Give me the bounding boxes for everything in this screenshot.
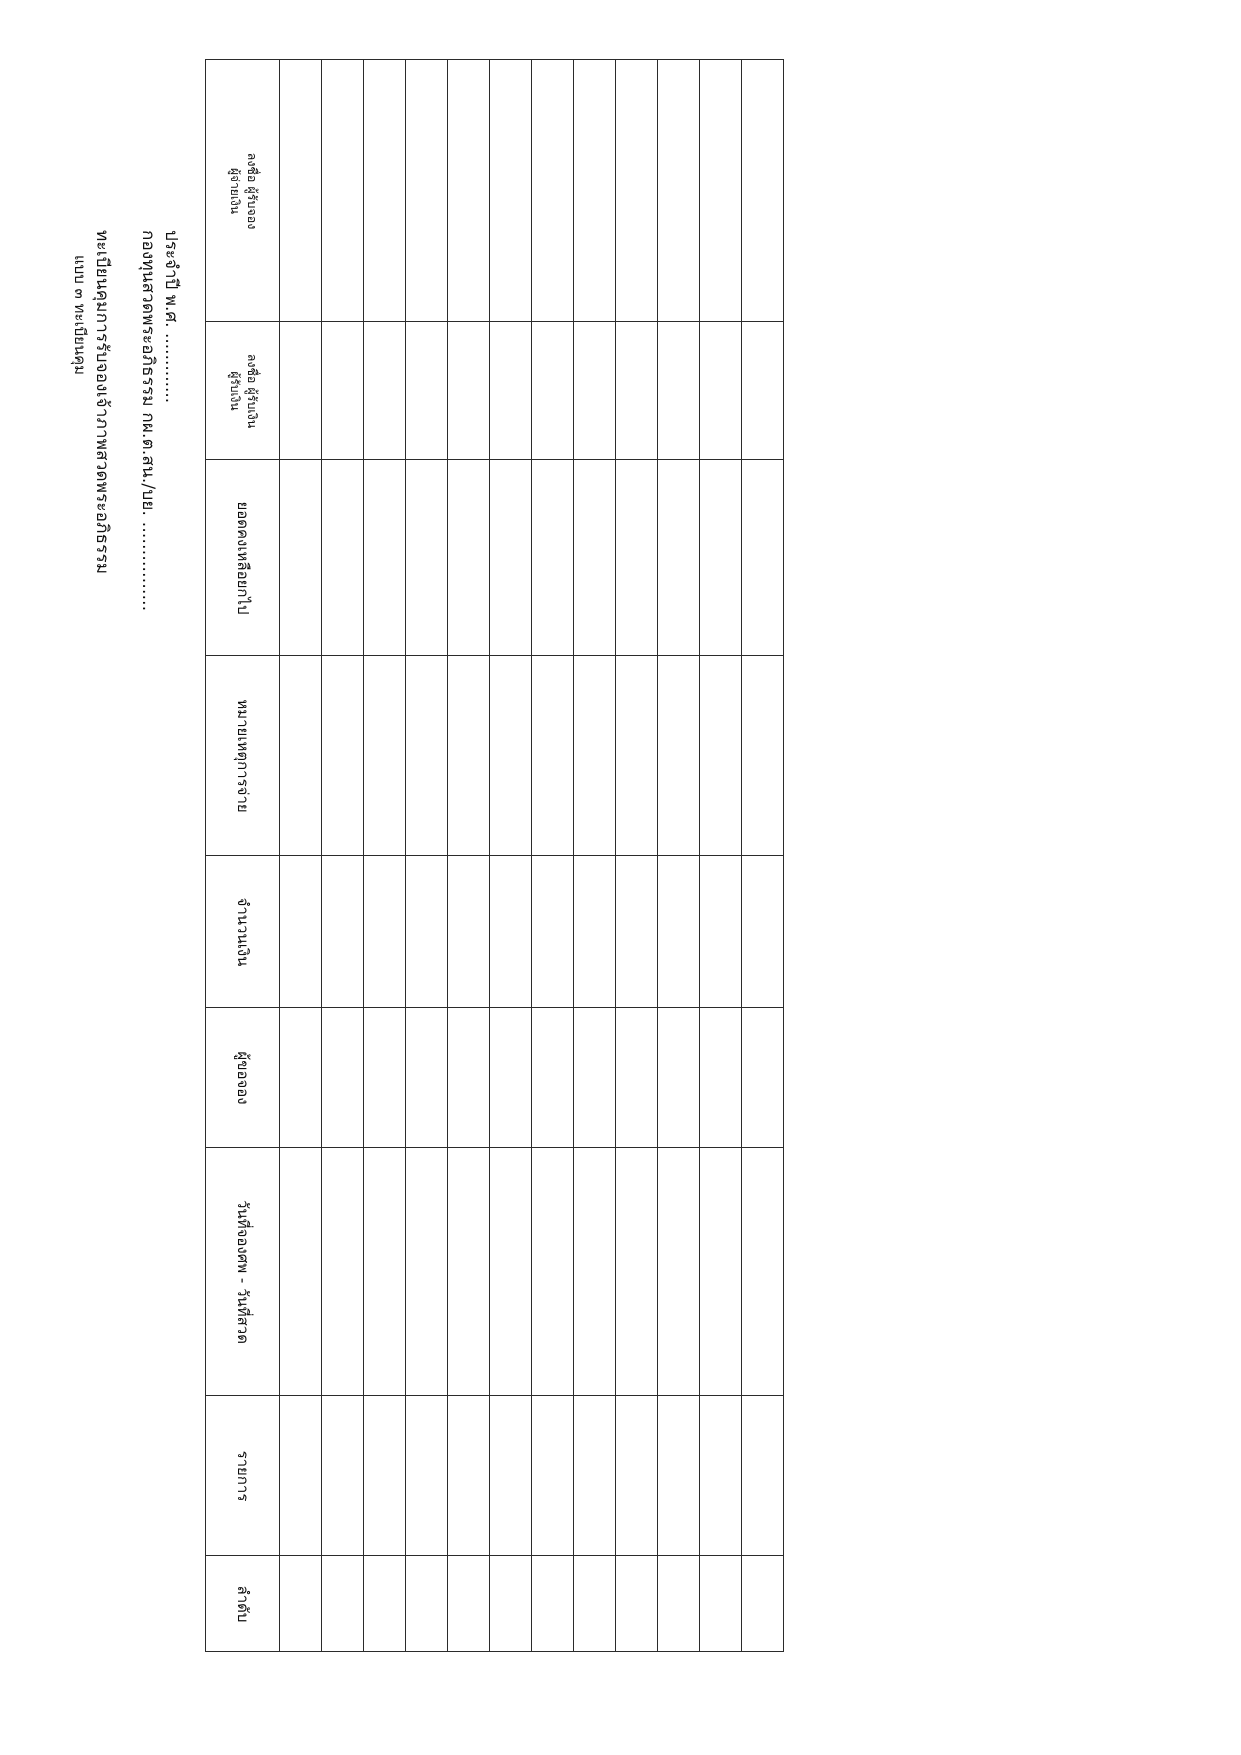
data-cell[interactable] xyxy=(700,656,742,856)
data-cell[interactable] xyxy=(490,460,532,656)
table-row xyxy=(206,322,784,460)
registry-table xyxy=(205,59,784,1652)
column-header-cell xyxy=(206,60,280,322)
data-cell[interactable] xyxy=(742,656,784,856)
data-cell[interactable] xyxy=(700,460,742,656)
data-cell[interactable] xyxy=(490,1148,532,1396)
data-cell[interactable] xyxy=(532,1008,574,1148)
data-cell[interactable] xyxy=(700,1148,742,1396)
data-cell[interactable] xyxy=(280,856,322,1008)
column-header-cell xyxy=(206,656,280,856)
column-header-cell xyxy=(206,322,280,460)
column-header-cell xyxy=(206,1396,280,1556)
table-row xyxy=(206,1008,784,1148)
data-cell[interactable] xyxy=(490,322,532,460)
data-cell[interactable] xyxy=(280,1556,322,1652)
data-cell[interactable] xyxy=(616,656,658,856)
data-cell[interactable] xyxy=(448,656,490,856)
data-cell[interactable] xyxy=(364,1148,406,1396)
document-title-line-2: กองทุนสวดพระอภิธรรม กผ.ต.สน./บย. ................ xyxy=(138,230,158,612)
column-header-label: จำนวนเงิน xyxy=(233,897,252,966)
data-cell[interactable] xyxy=(280,656,322,856)
data-cell[interactable] xyxy=(490,60,532,322)
data-cell[interactable] xyxy=(616,460,658,656)
column-header-label: วันที่จองศพ - วันที่สวด xyxy=(233,1199,252,1344)
column-header-label: ผู้ขอจอง xyxy=(233,1050,252,1105)
data-cell[interactable] xyxy=(658,322,700,460)
column-header-cell xyxy=(206,1556,280,1652)
column-header-label: รายการ xyxy=(233,1450,252,1501)
data-cell[interactable] xyxy=(490,1396,532,1556)
document-title-line-1: ทะเบียนคุมการรับจองเจ้าภาพสวดพระอภิธรรม xyxy=(92,230,112,575)
data-cell[interactable] xyxy=(574,1396,616,1556)
data-cell[interactable] xyxy=(490,856,532,1008)
data-cell[interactable] xyxy=(742,460,784,656)
column-header-sublabel: ผู้รับเงิน xyxy=(227,370,242,411)
data-cell[interactable] xyxy=(364,60,406,322)
data-cell[interactable] xyxy=(448,1396,490,1556)
data-cell[interactable] xyxy=(364,322,406,460)
data-cell[interactable] xyxy=(574,1008,616,1148)
column-header-label: ลงชื่อ ผู้รับเงิน ผู้รับเงิน xyxy=(225,322,261,460)
data-cell[interactable] xyxy=(322,1148,364,1396)
data-cell[interactable] xyxy=(658,60,700,322)
data-cell[interactable] xyxy=(658,656,700,856)
data-cell[interactable] xyxy=(280,1396,322,1556)
data-cell[interactable] xyxy=(448,460,490,656)
data-cell[interactable] xyxy=(532,1556,574,1652)
table-row xyxy=(206,1148,784,1396)
data-cell[interactable] xyxy=(700,1008,742,1148)
data-cell[interactable] xyxy=(364,460,406,656)
data-cell[interactable] xyxy=(448,1148,490,1396)
data-cell[interactable] xyxy=(406,1396,448,1556)
data-cell[interactable] xyxy=(490,1556,532,1652)
data-cell[interactable] xyxy=(532,1148,574,1396)
data-cell[interactable] xyxy=(658,1556,700,1652)
table-row xyxy=(206,460,784,656)
column-header-label: ลำดับ xyxy=(233,1585,252,1622)
column-header-cell xyxy=(206,1008,280,1148)
data-cell[interactable] xyxy=(742,322,784,460)
data-cell[interactable] xyxy=(700,856,742,1008)
data-cell[interactable] xyxy=(322,656,364,856)
data-cell[interactable] xyxy=(406,1008,448,1148)
column-header-cell xyxy=(206,1148,280,1396)
data-cell[interactable] xyxy=(742,1556,784,1652)
document-subtitle: ประจำปี พ.ศ. ............. xyxy=(161,230,181,404)
data-cell[interactable] xyxy=(364,856,406,1008)
data-cell[interactable] xyxy=(532,60,574,322)
data-cell[interactable] xyxy=(700,1556,742,1652)
data-cell[interactable] xyxy=(532,322,574,460)
data-cell[interactable] xyxy=(280,1008,322,1148)
data-cell[interactable] xyxy=(364,1556,406,1652)
data-cell[interactable] xyxy=(406,656,448,856)
data-cell[interactable] xyxy=(490,1008,532,1148)
data-cell[interactable] xyxy=(742,60,784,322)
data-cell[interactable] xyxy=(574,460,616,656)
data-cell[interactable] xyxy=(532,460,574,656)
data-cell[interactable] xyxy=(742,1396,784,1556)
data-cell[interactable] xyxy=(616,1148,658,1396)
data-cell[interactable] xyxy=(574,656,616,856)
data-cell[interactable] xyxy=(406,1556,448,1652)
data-cell[interactable] xyxy=(574,1148,616,1396)
table-row xyxy=(206,656,784,856)
data-cell[interactable] xyxy=(532,1396,574,1556)
data-cell[interactable] xyxy=(322,60,364,322)
data-cell[interactable] xyxy=(616,60,658,322)
data-cell[interactable] xyxy=(280,322,322,460)
data-cell[interactable] xyxy=(322,856,364,1008)
column-header-label: หมายเหตุการจ่าย xyxy=(233,698,252,813)
column-header-sublabel: ผู้จ่ายเงิน xyxy=(227,167,242,214)
data-cell[interactable] xyxy=(658,1396,700,1556)
column-header-cell xyxy=(206,460,280,656)
table-row xyxy=(206,856,784,1008)
data-cell[interactable] xyxy=(322,1008,364,1148)
data-cell[interactable] xyxy=(448,1008,490,1148)
data-cell[interactable] xyxy=(322,1396,364,1556)
data-cell[interactable] xyxy=(616,856,658,1008)
data-cell[interactable] xyxy=(280,60,322,322)
data-cell[interactable] xyxy=(658,1008,700,1148)
data-cell[interactable] xyxy=(574,322,616,460)
data-cell[interactable] xyxy=(406,60,448,322)
table-row xyxy=(206,1556,784,1652)
data-cell[interactable] xyxy=(574,856,616,1008)
data-cell[interactable] xyxy=(322,1556,364,1652)
data-cell[interactable] xyxy=(616,1008,658,1148)
data-cell[interactable] xyxy=(364,1008,406,1148)
data-cell[interactable] xyxy=(322,460,364,656)
data-cell[interactable] xyxy=(742,1148,784,1396)
data-cell[interactable] xyxy=(448,322,490,460)
data-cell[interactable] xyxy=(574,1556,616,1652)
data-cell[interactable] xyxy=(742,1008,784,1148)
data-cell[interactable] xyxy=(700,1396,742,1556)
data-cell[interactable] xyxy=(322,322,364,460)
column-header-label: ยอดคงเหลือยกไป xyxy=(233,500,252,615)
data-cell[interactable] xyxy=(658,1148,700,1396)
data-cell[interactable] xyxy=(532,856,574,1008)
document-form-number: แบบ ๓ ทะเบียนคุม xyxy=(71,255,89,376)
table-row xyxy=(206,60,784,322)
data-cell[interactable] xyxy=(406,856,448,1008)
data-cell[interactable] xyxy=(406,1148,448,1396)
data-cell[interactable] xyxy=(700,322,742,460)
table-row xyxy=(206,1396,784,1556)
data-cell[interactable] xyxy=(280,460,322,656)
data-cell[interactable] xyxy=(658,856,700,1008)
data-cell[interactable] xyxy=(364,1396,406,1556)
data-cell[interactable] xyxy=(448,1556,490,1652)
data-cell[interactable] xyxy=(406,460,448,656)
column-header-cell xyxy=(206,856,280,1008)
column-header-label: ลงชื่อ ผู้รับจอง ผู้จ่ายเงิน xyxy=(225,116,261,266)
data-cell[interactable] xyxy=(448,856,490,1008)
data-cell[interactable] xyxy=(616,1556,658,1652)
data-cell[interactable] xyxy=(700,60,742,322)
data-cell[interactable] xyxy=(532,656,574,856)
table-body xyxy=(206,60,784,1652)
data-cell[interactable] xyxy=(616,322,658,460)
data-cell[interactable] xyxy=(616,1396,658,1556)
data-cell[interactable] xyxy=(280,1148,322,1396)
data-cell[interactable] xyxy=(658,460,700,656)
data-cell[interactable] xyxy=(448,60,490,322)
data-cell[interactable] xyxy=(406,322,448,460)
data-cell[interactable] xyxy=(364,656,406,856)
data-cell[interactable] xyxy=(574,60,616,322)
data-cell[interactable] xyxy=(490,656,532,856)
data-cell[interactable] xyxy=(742,856,784,1008)
